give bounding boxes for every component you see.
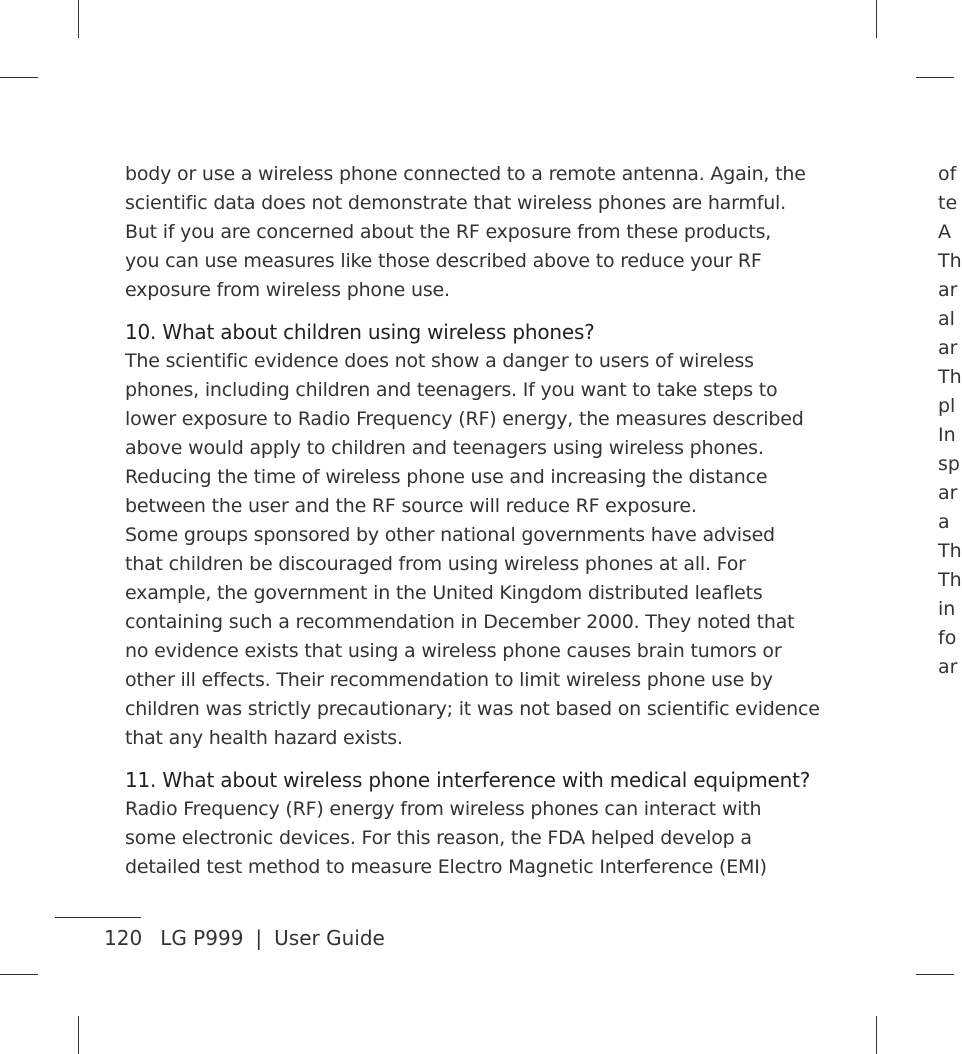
model-name: LG P999 (160, 926, 244, 950)
next-page-fragment: In (938, 424, 956, 446)
text-line: that any health hazard exists. (125, 727, 403, 749)
text-line: you can use measures like those described above to reduce your RF (125, 250, 762, 272)
next-page-fragment: Th (938, 569, 962, 591)
crop-mark (916, 974, 954, 975)
next-page-fragment: of (938, 163, 957, 185)
text-line: The scientific evidence does not show a danger to users of wireless (125, 350, 754, 372)
text-line: Radio Frequency (RF) energy from wireless phones can interact with (125, 798, 762, 820)
next-page-fragment: al (938, 308, 955, 330)
text-line: body or use a wireless phone connected to a remote antenna. Again, the (125, 163, 806, 185)
next-page-fragment: ar (938, 337, 958, 359)
text-line: that children be discouraged from using wireless phones at all. For (125, 553, 746, 575)
next-page-fragment: pl (938, 395, 956, 417)
next-page-fragment: ar (938, 482, 958, 504)
next-page-fragment: Th (938, 366, 962, 388)
text-line: But if you are concerned about the RF exposure from these products, (125, 221, 772, 243)
section-10-heading: 10. What about children using wireless phones? (125, 320, 595, 344)
text-line: scientific data does not demonstrate that wireless phones are harmful. (125, 192, 786, 214)
text-line: Reducing the time of wireless phone use and increasing the distance (125, 466, 768, 488)
crop-mark (78, 0, 79, 38)
text-line: detailed test method to measure Electro Magnetic Interference (EMI) (125, 856, 767, 878)
guide-label: User Guide (274, 926, 385, 950)
crop-mark (0, 77, 38, 78)
text-line: containing such a recommendation in December 2000. They noted that (125, 611, 795, 633)
crop-mark (876, 0, 877, 38)
next-page-fragment: in (938, 598, 956, 620)
text-line: phones, including children and teenagers. If you want to take steps to (125, 379, 778, 401)
document-body (125, 160, 825, 882)
next-page-fragment: te (938, 192, 958, 214)
text-line: exposure from wireless phone use. (125, 279, 450, 301)
text-line: children was strictly precautionary; it was not based on scientific evidence (125, 698, 820, 720)
next-page-fragment: A (938, 221, 951, 243)
next-page-fragment: sp (938, 453, 960, 475)
section-11-paragraph (125, 795, 825, 882)
text-line: lower exposure to Radio Frequency (RF) energy, the measures described (125, 408, 804, 430)
crop-mark (0, 974, 38, 975)
crop-mark (78, 1016, 79, 1054)
page-number: 120 (104, 926, 143, 950)
text-line: between the user and the RF source will reduce RF exposure. (125, 495, 697, 517)
next-page-edge (938, 160, 962, 682)
next-page-fragment: Th (938, 540, 962, 562)
text-line: some electronic devices. For this reason, the FDA helped develop a (125, 827, 752, 849)
page-footer (104, 924, 385, 952)
text-line: no evidence exists that using a wireless phone causes brain tumors or (125, 640, 782, 662)
intro-paragraph (125, 160, 825, 305)
crop-mark (916, 77, 954, 78)
text-line: Some groups sponsored by other national governments have advised (125, 524, 775, 546)
section-11-heading: 11. What about wireless phone interference with medical equipment? (125, 768, 811, 792)
text-line: other ill effects. Their recommendation to limit wireless phone use by (125, 669, 773, 691)
text-line: above would apply to children and teenagers using wireless phones. (125, 437, 764, 459)
section-10-paragraph (125, 347, 825, 753)
footer-rule (55, 917, 141, 918)
crop-mark (876, 1016, 877, 1054)
text-line: example, the government in the United Kingdom distributed leaflets (125, 582, 763, 604)
next-page-fragment: a (938, 511, 950, 533)
footer-separator: | (255, 926, 263, 950)
next-page-fragment: Th (938, 250, 962, 272)
next-page-fragment: ar (938, 656, 958, 678)
next-page-fragment: fo (938, 627, 957, 649)
next-page-fragment: ar (938, 279, 958, 301)
